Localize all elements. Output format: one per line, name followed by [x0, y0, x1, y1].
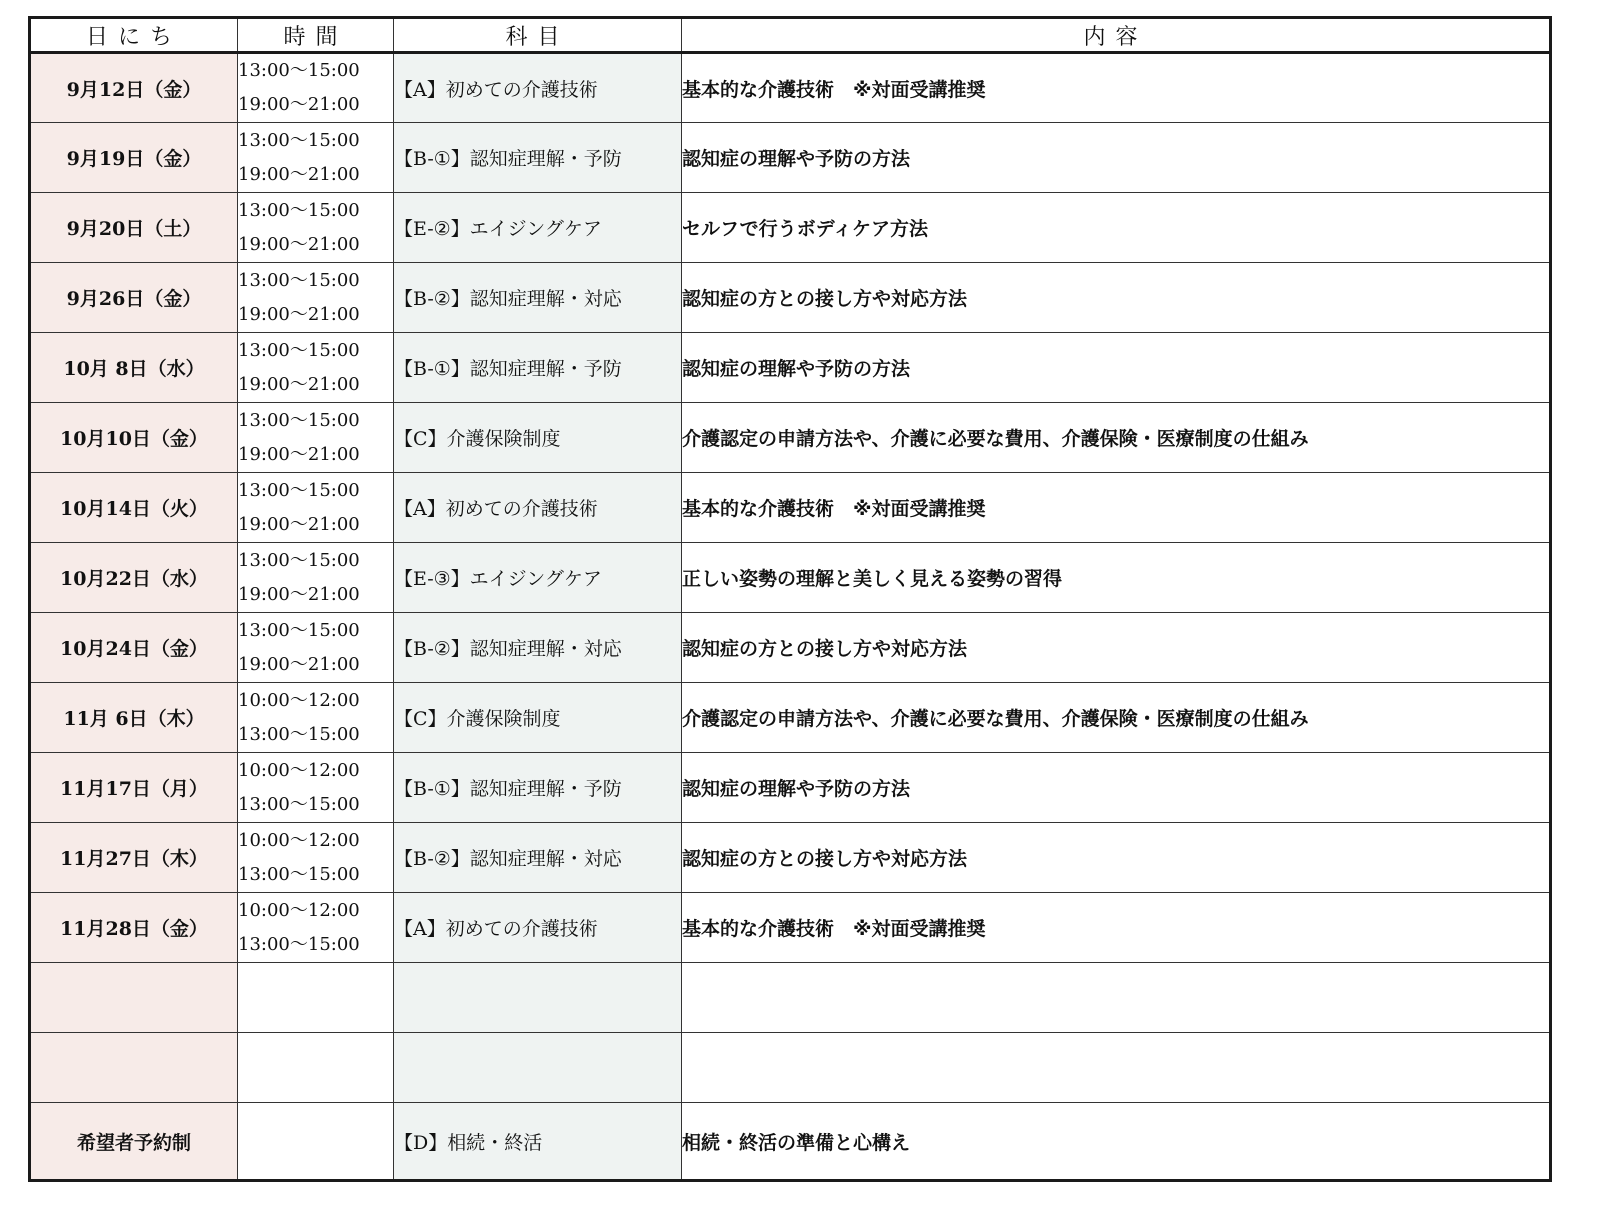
subject-cell: 【A】初めての介護技術	[394, 473, 682, 543]
time-slot-2: 19:00～21:00	[238, 233, 360, 255]
time-cell	[238, 403, 394, 473]
time-cell	[238, 613, 394, 683]
time-slot-2: 19:00～21:00	[238, 94, 360, 115]
content-cell: 介護認定の申請方法や、介護に必要な費用、介護保険・医療制度の仕組み	[682, 683, 1551, 753]
schedule-table	[28, 16, 1552, 1182]
date-cell: 11月28日（金）	[30, 893, 238, 963]
time-slot-2: 19:00～21:00	[238, 653, 360, 675]
content-cell: セルフで行うボディケア方法	[682, 193, 1551, 263]
time-slot-2: 19:00～21:00	[238, 513, 360, 535]
subject-cell: 【B-①】認知症理解・予防	[394, 123, 682, 193]
table-row	[30, 193, 1551, 263]
subject-cell: 【B-①】認知症理解・予防	[394, 333, 682, 403]
time-slot-1: 10:00～12:00	[238, 689, 360, 711]
date-cell: 10月14日（火）	[30, 473, 238, 543]
time-cell	[238, 543, 394, 613]
table-row	[30, 893, 1551, 963]
time-slot-1: 13:00～15:00	[238, 479, 360, 501]
time-slot-2: 19:00～21:00	[238, 583, 360, 605]
time-slot-2: 13:00～15:00	[238, 793, 360, 815]
table-row	[30, 823, 1551, 893]
content-cell: 認知症の方との接し方や対応方法	[682, 613, 1551, 683]
date-cell: 10月10日（金）	[30, 403, 238, 473]
date-cell: 希望者予約制	[30, 1103, 238, 1181]
time-slot-2: 19:00～21:00	[238, 443, 360, 465]
subject-cell: 【C】介護保険制度	[394, 683, 682, 753]
date-cell: 9月20日（土）	[30, 193, 238, 263]
date-cell: 11月17日（月）	[30, 753, 238, 823]
time-slot-2: 13:00～15:00	[238, 933, 360, 955]
subject-cell: 【B-②】認知症理解・対応	[394, 613, 682, 683]
date-cell: 10月24日（金）	[30, 613, 238, 683]
table-row	[30, 543, 1551, 613]
content-cell: 認知症の理解や予防の方法	[682, 753, 1551, 823]
subject-cell: 【E-③】エイジングケア	[394, 543, 682, 613]
content-cell: 介護認定の申請方法や、介護に必要な費用、介護保険・医療制度の仕組み	[682, 403, 1551, 473]
time-cell	[238, 1033, 394, 1103]
table-row	[30, 123, 1551, 193]
time-slot-2: 13:00～15:00	[238, 723, 360, 745]
table-row	[30, 473, 1551, 543]
time-cell	[238, 53, 394, 123]
header-subject: 科目	[394, 18, 682, 53]
date-cell: 11月27日（木）	[30, 823, 238, 893]
time-slot-1: 10:00～12:00	[238, 829, 360, 851]
time-slot-1: 13:00～15:00	[238, 269, 360, 291]
time-slot-1: 13:00～15:00	[238, 60, 360, 81]
table-row	[30, 1033, 1551, 1103]
table-row	[30, 963, 1551, 1033]
content-cell: 正しい姿勢の理解と美しく見える姿勢の習得	[682, 543, 1551, 613]
header-date: 日にち	[30, 18, 238, 53]
subject-cell: 【B-②】認知症理解・対応	[394, 823, 682, 893]
content-cell: 基本的な介護技術 ※対面受講推奨	[682, 473, 1551, 543]
time-cell	[238, 963, 394, 1033]
time-slot-2: 19:00～21:00	[238, 373, 360, 395]
header-time: 時間	[238, 18, 394, 53]
content-cell: 認知症の方との接し方や対応方法	[682, 823, 1551, 893]
table-row	[30, 613, 1551, 683]
subject-cell: 【B-①】認知症理解・予防	[394, 753, 682, 823]
time-cell	[238, 263, 394, 333]
time-slot-1: 10:00～12:00	[238, 759, 360, 781]
time-slot-2: 19:00～21:00	[238, 163, 360, 185]
time-cell	[238, 893, 394, 963]
table-row	[30, 53, 1551, 123]
date-cell: 9月19日（金）	[30, 123, 238, 193]
time-cell	[238, 753, 394, 823]
time-cell	[238, 123, 394, 193]
date-cell: 9月12日（金）	[30, 53, 238, 123]
time-cell	[238, 473, 394, 543]
time-cell	[238, 333, 394, 403]
time-slot-1: 13:00～15:00	[238, 199, 360, 221]
content-cell	[682, 1033, 1551, 1103]
subject-cell: 【A】初めての介護技術	[394, 893, 682, 963]
time-cell	[238, 823, 394, 893]
table-row	[30, 333, 1551, 403]
subject-cell: 【A】初めての介護技術	[394, 53, 682, 123]
subject-cell: 【B-②】認知症理解・対応	[394, 263, 682, 333]
time-slot-1: 13:00～15:00	[238, 619, 360, 641]
content-cell: 認知症の方との接し方や対応方法	[682, 263, 1551, 333]
subject-cell	[394, 963, 682, 1033]
content-cell: 基本的な介護技術 ※対面受講推奨	[682, 53, 1551, 123]
time-slot-1: 13:00～15:00	[238, 549, 360, 571]
time-slot-2: 13:00～15:00	[238, 863, 360, 885]
table-row	[30, 753, 1551, 823]
subject-cell	[394, 1033, 682, 1103]
time-cell	[238, 193, 394, 263]
table-row	[30, 403, 1551, 473]
date-cell: 9月26日（金）	[30, 263, 238, 333]
time-cell	[238, 683, 394, 753]
time-slot-1: 13:00～15:00	[238, 339, 360, 361]
table-row	[30, 1103, 1551, 1181]
date-cell: 11月 6日（木）	[30, 683, 238, 753]
table-row	[30, 683, 1551, 753]
date-cell	[30, 1033, 238, 1103]
header-row	[30, 18, 1551, 53]
content-cell: 認知症の理解や予防の方法	[682, 333, 1551, 403]
subject-cell: 【D】相続・終活	[394, 1103, 682, 1181]
date-cell: 10月22日（水）	[30, 543, 238, 613]
date-cell: 10月 8日（水）	[30, 333, 238, 403]
table-row	[30, 263, 1551, 333]
time-slot-1: 13:00～15:00	[238, 409, 360, 431]
subject-cell: 【C】介護保険制度	[394, 403, 682, 473]
date-cell	[30, 963, 238, 1033]
header-content: 内容	[682, 18, 1551, 53]
time-cell	[238, 1103, 394, 1181]
time-slot-2: 19:00～21:00	[238, 303, 360, 325]
time-slot-1: 10:00～12:00	[238, 899, 360, 921]
time-slot-1: 13:00～15:00	[238, 129, 360, 151]
content-cell: 相続・終活の準備と心構え	[682, 1103, 1551, 1181]
content-cell: 基本的な介護技術 ※対面受講推奨	[682, 893, 1551, 963]
content-cell	[682, 963, 1551, 1033]
content-cell: 認知症の理解や予防の方法	[682, 123, 1551, 193]
subject-cell: 【E-②】エイジングケア	[394, 193, 682, 263]
